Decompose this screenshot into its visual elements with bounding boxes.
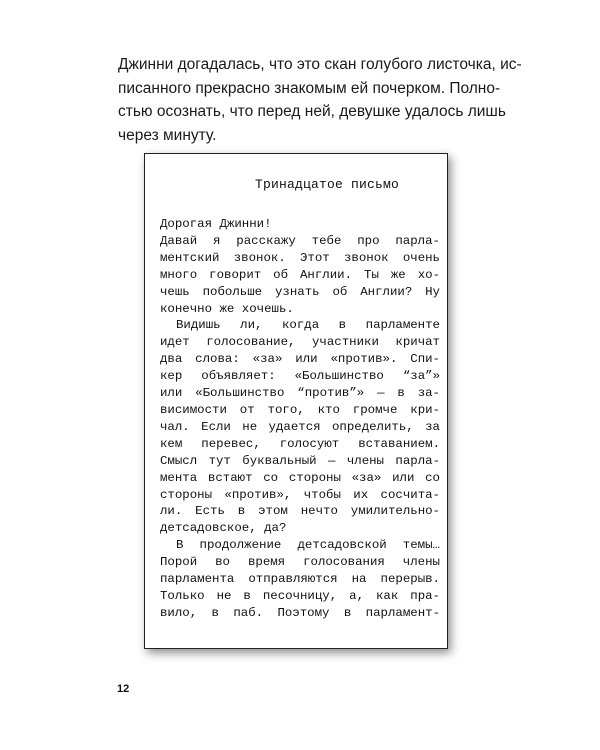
letter-line: конечно же хочешь. [160,301,294,316]
letter-title: Тринадцатое письмо [254,177,400,192]
letter-line: два слова: «за» или «против». Спи- [160,352,440,367]
letter-line: вило, в паб. Поэтому в парламент- [160,605,440,620]
letter-line: детсадовское, да? [160,521,287,536]
letter-line: висимости от того, кто громче кри- [160,402,440,417]
letter-line: Давай я расскажу тебе про парла- [160,233,440,248]
letter-line: Порой во время голосования члены [160,555,440,570]
intro-line: Джинни догадалась, что это скан голубого листочка, ис- [118,56,522,73]
letter-line: идет голосование, участники кричат [160,335,440,350]
letter-scan [144,153,448,649]
letter-line: ментский звонок. Этот звонок очень [160,250,440,265]
letter-line: мента встают со стороны «за» или со [160,470,440,485]
intro-line: стью осознать, что перед ней, девушке удалось лишь [118,103,506,120]
letter-line: кем перевес, голосуют вставанием. [160,436,440,451]
letter-line: много говорит об Англии. Ты же хо- [160,267,440,282]
letter-line: парламента отправляются на перерыв. [160,572,440,587]
letter-line: Только не в песочницу, а, как пра- [160,588,440,603]
letter-line: Смысл тут буквальный — члены парла- [160,453,440,468]
letter-body [160,216,440,622]
letter-line: чал. Если не удается определить, за [160,419,440,434]
letter-line: или «Большинство “против”» — в за- [160,386,440,401]
letter-line: стороны «против», чтобы их сосчита- [160,487,440,502]
intro-line: через минуту. [118,126,217,144]
intro-line: писанного прекрасно знакомым ей почерком. Полно- [118,79,501,97]
letter-line: чешь побольше узнать об Англии? Ну [160,284,440,299]
letter-line: Дорогая Джинни! [160,217,272,231]
letter-line: В продолжение детсадовской темы… [176,538,440,553]
page-number: 12 [117,683,130,695]
intro-paragraph [118,53,522,147]
letter-line: ли. Есть в этом нечто умилительно- [160,504,440,519]
letter-line: кер объявляет: «Большинство “за”» [160,369,440,384]
letter-line: Видишь ли, когда в парламенте [176,318,440,333]
